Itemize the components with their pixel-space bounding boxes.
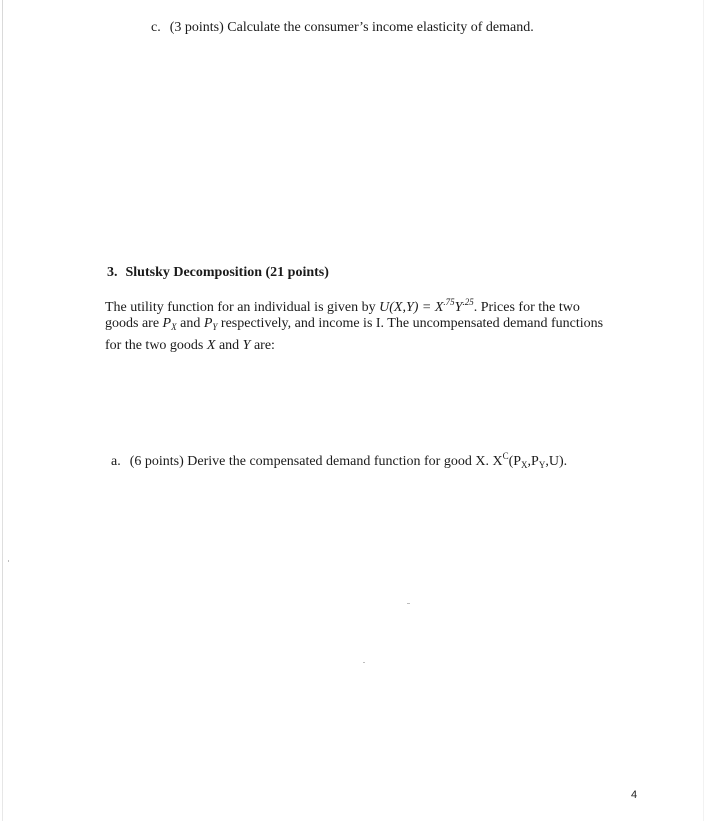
- px-subscript: X: [521, 460, 528, 470]
- scan-speck: [407, 603, 410, 604]
- utility-y: Y: [454, 300, 463, 315]
- py-subscript: Y: [538, 460, 546, 470]
- para-text: goods are: [105, 316, 163, 331]
- price-y: P: [203, 316, 213, 331]
- price-x-subscript: X: [171, 322, 177, 332]
- good-x: X: [206, 338, 216, 353]
- para-text: and: [176, 316, 204, 331]
- para-text: respectively, and income is I. The uncompensated demand functions: [217, 316, 604, 331]
- paragraph-line-1: [105, 294, 580, 316]
- utility-function: U(X,Y) = X: [379, 300, 444, 315]
- scan-right-edge: [703, 0, 704, 821]
- good-y: Y: [242, 338, 251, 353]
- args-open: (P: [508, 454, 522, 469]
- para-text: The utility function for an individual is given by: [105, 300, 380, 315]
- para-text: are:: [250, 338, 275, 353]
- para-text: and: [215, 338, 243, 353]
- question-c-marker: c.: [151, 20, 161, 35]
- question-a-marker: a.: [111, 454, 121, 469]
- question-c-text: (3 points) Calculate the consumer’s income elasticity of demand.: [169, 20, 534, 35]
- question-a-text: (6 points) Derive the compensated demand function for good X. X: [129, 454, 503, 469]
- exponent-y: .25: [462, 297, 474, 307]
- scan-speck: [8, 560, 9, 562]
- paragraph-line-2: [105, 316, 603, 335]
- question-c: [151, 20, 534, 36]
- price-y-subscript: Y: [212, 322, 218, 332]
- para-text: . Prices for the two: [473, 300, 580, 315]
- args-close: ,U).: [545, 454, 568, 469]
- exponent-x: .75: [443, 297, 455, 307]
- section-number: 3.: [107, 265, 118, 280]
- scan-speck: [363, 662, 365, 663]
- paragraph-line-3: [105, 338, 275, 354]
- para-text: for the two goods: [105, 338, 207, 353]
- page-number: 4: [631, 789, 638, 801]
- section-heading: [107, 265, 329, 281]
- compensated-superscript: C: [502, 451, 509, 461]
- price-x: P: [162, 316, 172, 331]
- args-comma: ,P: [527, 454, 539, 469]
- section-title: Slutsky Decomposition (21 points): [125, 265, 329, 280]
- scan-left-edge: [2, 0, 3, 821]
- question-a: [111, 448, 567, 473]
